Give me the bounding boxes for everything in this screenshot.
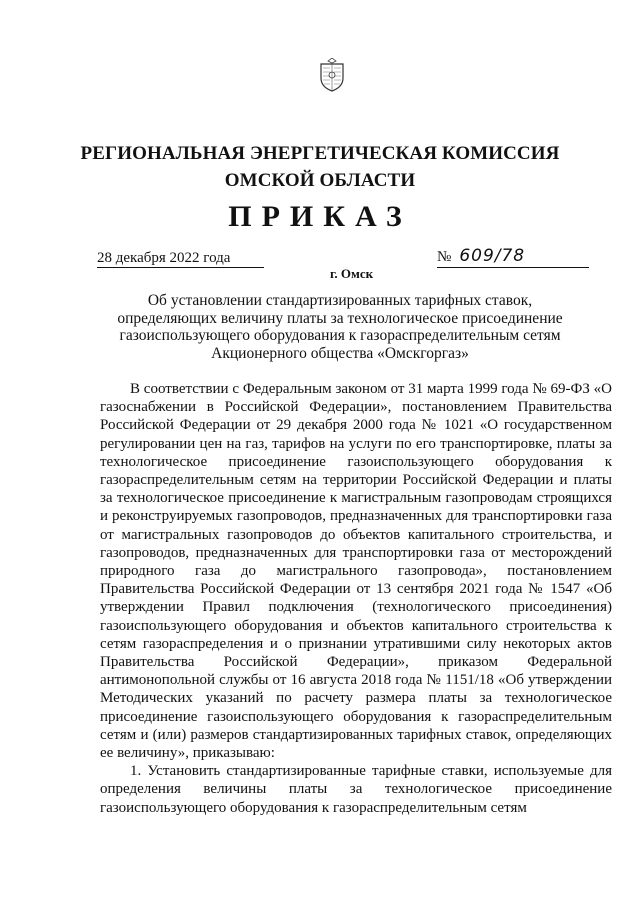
order-body (100, 380, 612, 817)
order-date: 28 декабря 2022 года (97, 250, 264, 268)
order-number-value: 609/78 (459, 246, 526, 266)
preamble-paragraph: В соответствии с Федеральным законом от 31 марта 1999 года № 69-ФЗ «О газоснабжении в Российской Федерации», постановлением Правительства Российской Федерации от 29 декабря 2000 года № 1021 «О государственном регулировании цен на газ, тарифов на услуги по его транспортировке, платы за технологическое присоединение газоиспользующего оборудования к газораспределительным сетям на территории Российской Федерации и платы за технологическое присоединение к магистральным газопроводам строящихся и реконструируемых газопроводов, предназначенных для транспортировки газа от магистральных газопроводов до объектов капитального строительства, и газопроводов, предназначенных для транспортировки газа от месторождений природного газа до магистрального газопровода», постановлением Правительства Российской Федерации от 13 сентября 2021 года № 1547 «Об утверждении Правил подключения (технологического присоединения) газоиспользующего оборудования и объектов капитального строительства к сетям газораспределения и о признании утратившими силу некоторых актов Правительства Российской Федерации», приказом Федеральной антимонопольной службы от 16 августа 2018 года № 1151/18 «Об утверждении Методических указаний по расчету размера платы за технологическое присоединение газоиспользующего оборудования к газораспределительным сетям и (или) размеров стандартизированных тарифных ставок, определяющих ее величину», приказываю: (100, 381, 612, 762)
city: г. Омск (330, 266, 374, 281)
document-type-title: ПРИКАЗ (228, 200, 412, 233)
order-number (437, 246, 589, 268)
organization-name (0, 140, 640, 194)
number-sign: № (437, 249, 452, 265)
item-1-paragraph: 1. Установить стандартизированные тарифные ставки, используемые для определения величины платы за технологическое присоединение газоиспользующего оборудования к газораспределительным сетям (100, 763, 612, 816)
order-subject: Об установлении стандартизированных тарифных ставок, определяющих величину платы за технологическое присоединение газоиспользующего оборудования к газораспределительным сетям Акционерного общества «Омскгоргаз» (117, 292, 563, 362)
org-line-1: РЕГИОНАЛЬНАЯ ЭНЕРГЕТИЧЕСКАЯ КОМИССИЯ (80, 143, 560, 164)
coat-of-arms-icon (318, 58, 346, 92)
org-line-2: ОМСКОЙ ОБЛАСТИ (224, 170, 416, 191)
